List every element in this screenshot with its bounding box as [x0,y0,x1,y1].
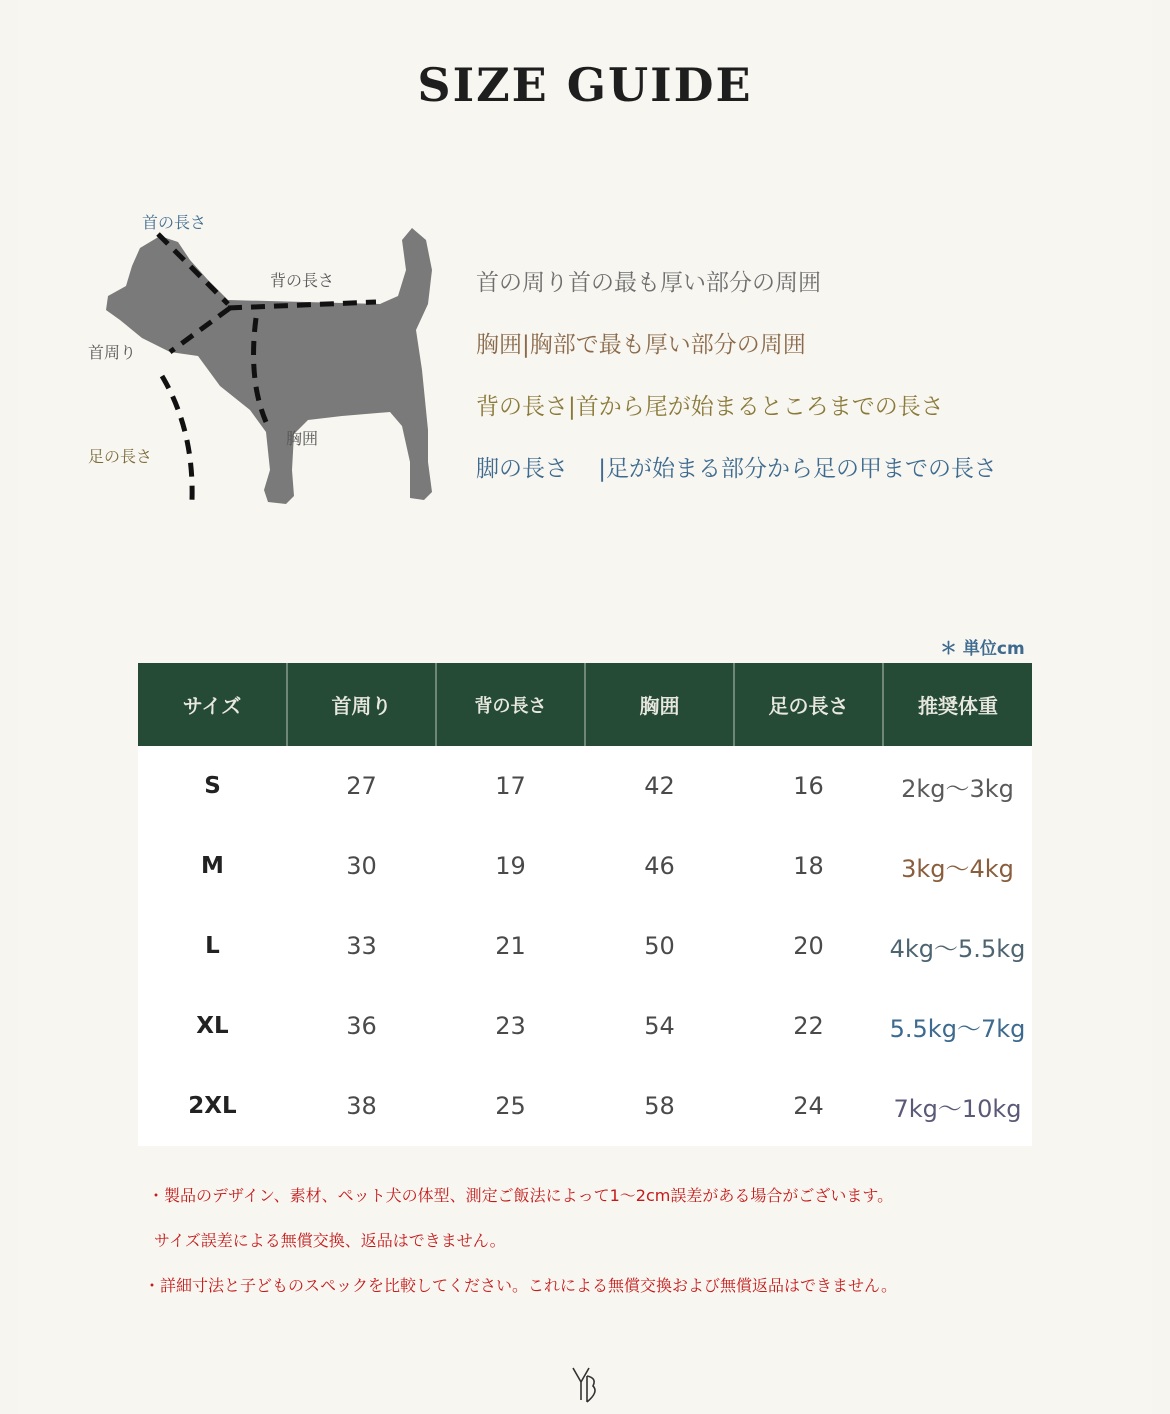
cell-leg: 16 [793,772,824,800]
monogram-logo-icon [565,1362,605,1406]
leg-length-label: 足の長さ [88,447,153,466]
cell-chest: 58 [644,1092,675,1120]
dog-silhouette-icon [80,200,460,520]
cell-back: 21 [495,932,526,960]
page-title: SIZE GUIDE [417,58,753,112]
back-length-label: 背の長さ [270,271,335,290]
cell-leg: 18 [793,852,824,880]
description-back-length: 背の長さ|首から尾が始まるところまでの長さ [476,394,944,420]
neck-length-label: 首の長さ [142,213,207,232]
cell-weight: 2kg～3kg [901,774,1014,803]
unit-note: ＊ 単位cm [940,639,1025,659]
cell-neck: 33 [346,932,377,960]
description-chest: 胸囲|胸部で最も厚い部分の周囲 [476,332,806,358]
table-row [138,1066,1032,1146]
header-recommended-weight: 推奨体重 [883,663,1032,746]
cell-weight: 7kg～10kg [893,1094,1022,1123]
cell-back: 23 [495,1012,526,1040]
cell-size: M [201,853,224,879]
notes [144,1183,897,1318]
cell-neck: 36 [346,1012,377,1040]
note-line: ・製品のデザイン、素材、ペット犬の体型、測定ご飯法によって1～2cm誤差がある場合がございます。 [148,1186,894,1205]
table-header-row [138,663,1032,746]
header-size: サイズ [138,663,287,746]
cell-leg: 20 [793,932,824,960]
cell-neck: 30 [346,852,377,880]
cell-size: 2XL [188,1093,237,1119]
cell-weight: 3kg～4kg [901,854,1014,883]
header-leg-length: 足の長さ [734,663,883,746]
cell-weight: 4kg～5.5kg [889,934,1026,963]
cell-back: 17 [495,772,526,800]
header-back-length: 背の長さ [436,663,585,746]
cell-weight: 5.5kg～7kg [889,1014,1026,1043]
header-neck-girth: 首周り [287,663,436,746]
header-chest: 胸囲 [585,663,734,746]
cell-size: L [205,933,220,959]
size-table [138,663,1032,1146]
cell-chest: 46 [644,852,675,880]
chest-label: 胸囲 [286,429,319,448]
cell-back: 25 [495,1092,526,1120]
table-row [138,826,1032,906]
cell-neck: 38 [346,1092,377,1120]
description-leg-length: 脚の長さ |足が始まる部分から足の甲までの長さ [476,456,998,482]
dog-measurement-diagram [80,200,460,520]
neck-girth-label: 首周り [88,343,137,362]
cell-back: 19 [495,852,526,880]
cell-chest: 50 [644,932,675,960]
note-line: サイズ誤差による無償交換、返品はできません。 [154,1231,506,1250]
cell-chest: 54 [644,1012,675,1040]
table-row [138,906,1032,986]
description-neck-girth: 首の周り首の最も厚い部分の周囲 [476,270,821,296]
table-row [138,746,1032,826]
cell-size: S [204,773,221,799]
cell-neck: 27 [346,772,377,800]
cell-leg: 24 [793,1092,824,1120]
measurement-descriptions [476,264,997,512]
note-line: ・詳細寸法と子どものスペックを比較してください。これによる無償交換および無償返品はできません。 [144,1276,897,1295]
cell-size: XL [196,1013,229,1039]
table-row [138,986,1032,1066]
cell-leg: 22 [793,1012,824,1040]
cell-chest: 42 [644,772,675,800]
